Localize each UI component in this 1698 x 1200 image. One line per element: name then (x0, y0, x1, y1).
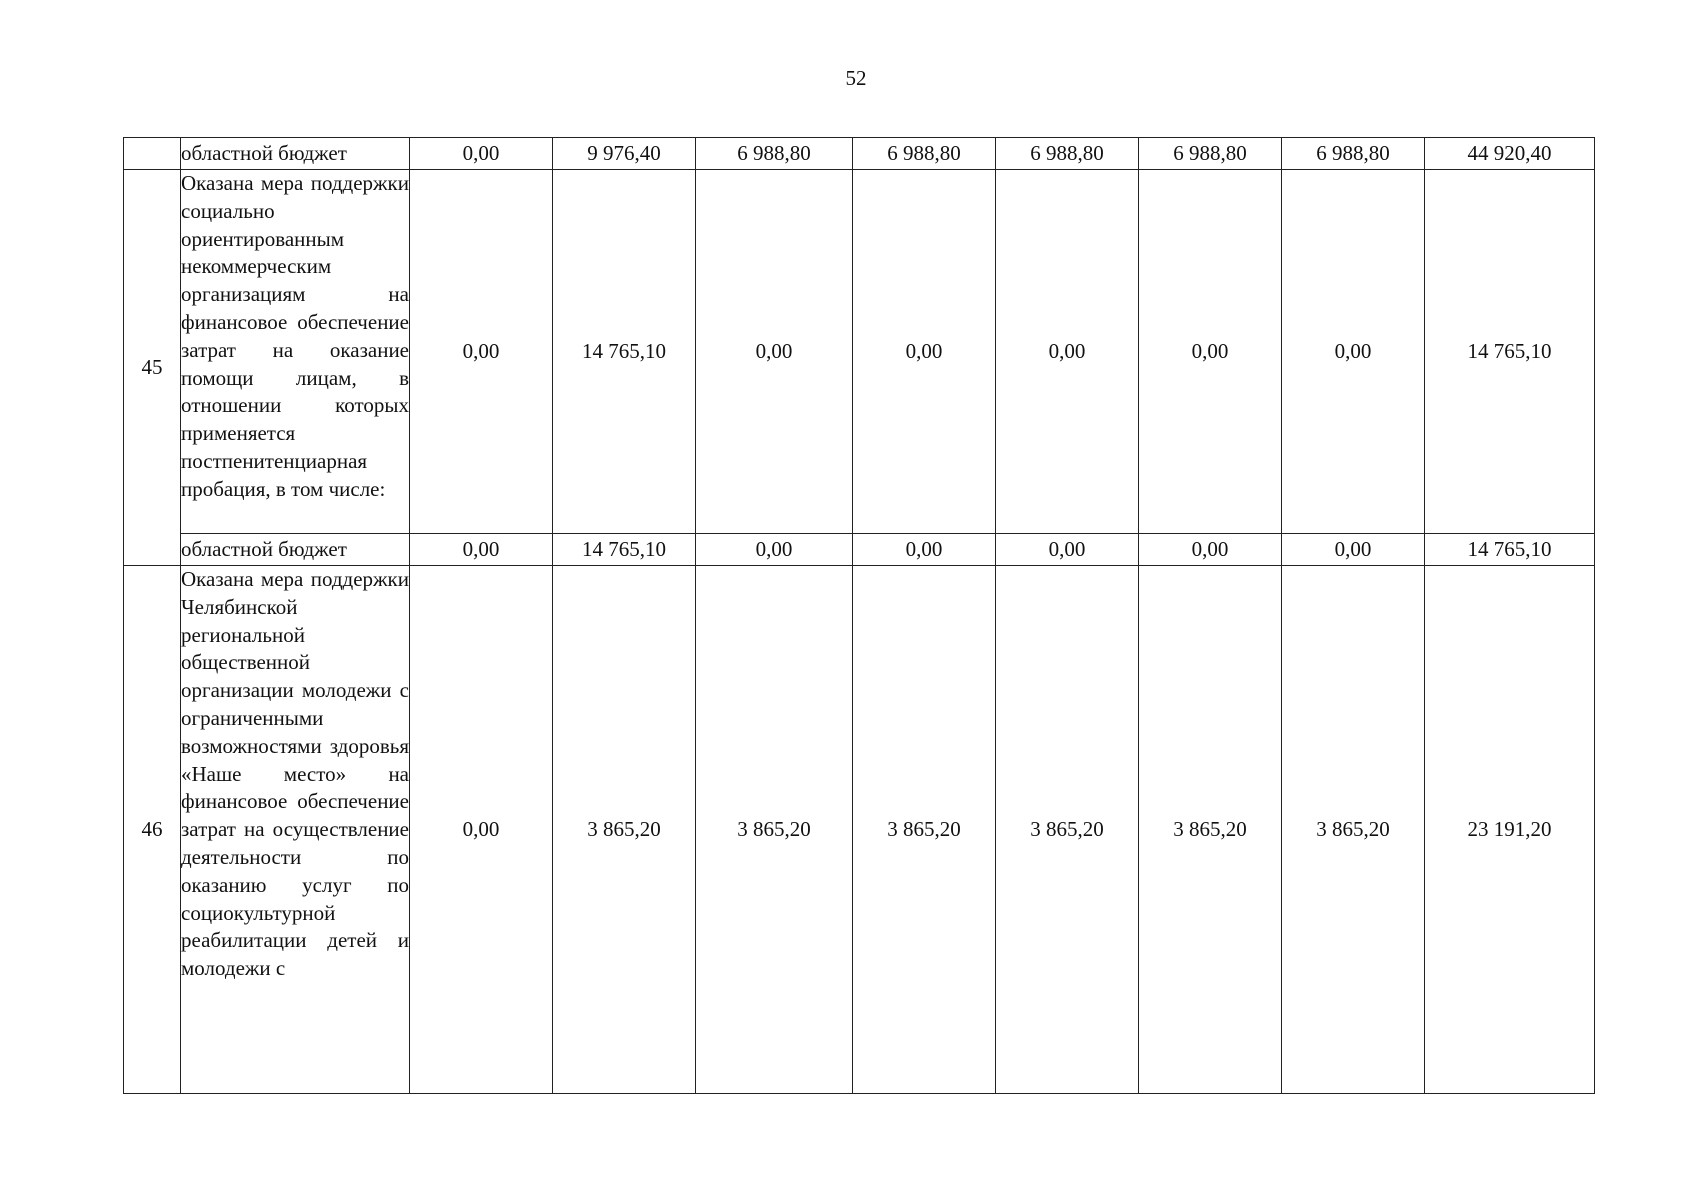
value-cell: 0,00 (996, 534, 1139, 566)
value-cell: 3 865,20 (1139, 566, 1282, 1094)
value-cell: 0,00 (410, 534, 553, 566)
row-number-cell (124, 138, 181, 170)
value-cell: 0,00 (1282, 170, 1425, 534)
item-name-cell: Оказана мера поддержки социально ориентированным некоммерческим организациям на финансовое обеспечение затрат на оказание помощи лицам, в отношении которых применяется постпенитенциарная пробация, в том числе: (181, 170, 410, 534)
row-number-cell: 46 (124, 566, 181, 1094)
value-cell: 0,00 (1139, 170, 1282, 534)
value-cell: 0,00 (996, 170, 1139, 534)
item-name-cell: Оказана мера поддержки Челябинской региональной общественной организации молодежи с ограниченными возможностями здоровья «Наше место» на финансовое обеспечение затрат на осуществление деятельности по оказанию услуг по социокультурной реабилитации детей и молодежи с (181, 566, 410, 1094)
row-number-cell: 45 (124, 170, 181, 566)
value-cell: 0,00 (1139, 534, 1282, 566)
value-cell: 0,00 (696, 170, 853, 534)
value-cell: 6 988,80 (696, 138, 853, 170)
value-cell: 14 765,10 (553, 170, 696, 534)
value-cell: 6 988,80 (1282, 138, 1425, 170)
value-cell: 0,00 (853, 170, 996, 534)
value-cell: 3 865,20 (553, 566, 696, 1094)
value-cell: 0,00 (853, 534, 996, 566)
value-cell: 0,00 (410, 138, 553, 170)
value-cell: 3 865,20 (996, 566, 1139, 1094)
value-cell: 0,00 (410, 566, 553, 1094)
total-cell: 44 920,40 (1425, 138, 1595, 170)
value-cell: 6 988,80 (1139, 138, 1282, 170)
page-number: 52 (845, 66, 867, 90)
value-cell: 6 988,80 (853, 138, 996, 170)
total-cell: 14 765,10 (1425, 534, 1595, 566)
table-row (124, 170, 1595, 534)
table-row (124, 566, 1595, 1094)
total-cell: 23 191,20 (1425, 566, 1595, 1094)
total-cell: 14 765,10 (1425, 170, 1595, 534)
value-cell: 3 865,20 (853, 566, 996, 1094)
value-cell: 0,00 (1282, 534, 1425, 566)
table-row (124, 138, 1595, 170)
value-cell: 3 865,20 (696, 566, 853, 1094)
value-cell: 6 988,80 (996, 138, 1139, 170)
value-cell: 0,00 (696, 534, 853, 566)
table-row (124, 534, 1595, 566)
funding-source-cell: областной бюджет (181, 138, 410, 170)
value-cell: 3 865,20 (1282, 566, 1425, 1094)
value-cell: 14 765,10 (553, 534, 696, 566)
funding-source-cell: областной бюджет (181, 534, 410, 566)
budget-table (123, 137, 1595, 1094)
value-cell: 0,00 (410, 170, 553, 534)
value-cell: 9 976,40 (553, 138, 696, 170)
